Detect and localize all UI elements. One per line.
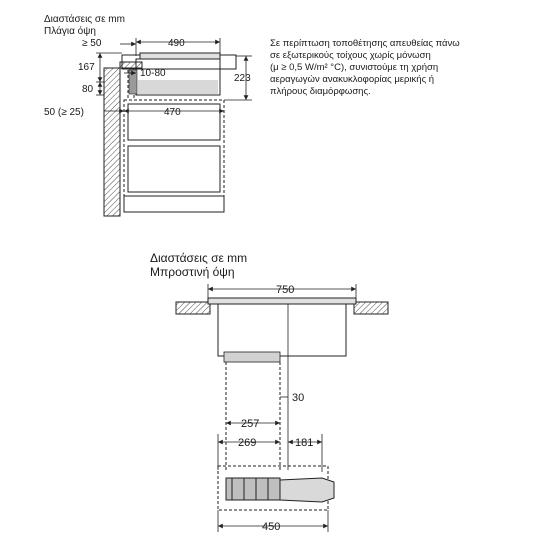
dim-490: 490 — [168, 38, 185, 49]
dim-269: 269 — [238, 437, 257, 449]
duct-connector — [129, 70, 137, 94]
hob-glass — [140, 53, 220, 59]
duct-outlet-grille — [226, 478, 280, 500]
plinth — [124, 196, 224, 212]
duct-elbow — [280, 478, 334, 502]
dim-750: 750 — [276, 284, 295, 296]
note-line-2: σε εξωτερικούς τοίχους χωρίς μόνωση — [270, 50, 431, 61]
hob-fan-unit — [138, 80, 218, 94]
dim-167: 167 — [78, 62, 95, 73]
dim-10-80: 10-80 — [140, 68, 166, 79]
worktop-right — [354, 302, 388, 314]
dim-257: 257 — [241, 418, 260, 430]
worktop-left — [176, 302, 210, 314]
dim-30: 30 — [292, 392, 305, 404]
side-view — [44, 13, 460, 216]
note-line-3: (μ ≥ 0,5 W/m² °C), συνιστούμε τη χρήση — [270, 62, 439, 73]
fan-unit-front — [224, 352, 280, 362]
side-view-title: Διαστάσεις σε mm — [44, 14, 125, 25]
note-line-1: Σε περίπτωση τοποθέτησης απευθείας πάνω — [270, 38, 460, 49]
dim-50-min-25: 50 (≥ 25) — [44, 107, 84, 118]
dim-223: 223 — [234, 73, 251, 84]
note-line-5: πλήρους διαμόρφωσης. — [270, 86, 371, 97]
side-view-subtitle: Πλάγια όψη — [44, 26, 96, 37]
wall — [104, 68, 120, 216]
drawer-bottom — [128, 146, 220, 192]
dim-450: 450 — [262, 521, 281, 533]
wall-worktop-joint — [120, 62, 142, 68]
hob-glass-front — [208, 298, 356, 304]
front-view-title: Διαστάσεις σε mm — [150, 251, 248, 265]
front-view — [150, 251, 388, 533]
hob-body-front — [218, 304, 346, 356]
dim-80: 80 — [82, 84, 94, 95]
dim-470: 470 — [164, 107, 181, 118]
dim-min-50: ≥ 50 — [82, 38, 102, 49]
front-view-subtitle: Μπροστινή όψη — [150, 265, 235, 279]
note-line-4: αεραγωγών ανακυκλοφορίας μερικής ή — [270, 74, 435, 85]
dim-181: 181 — [295, 437, 314, 449]
